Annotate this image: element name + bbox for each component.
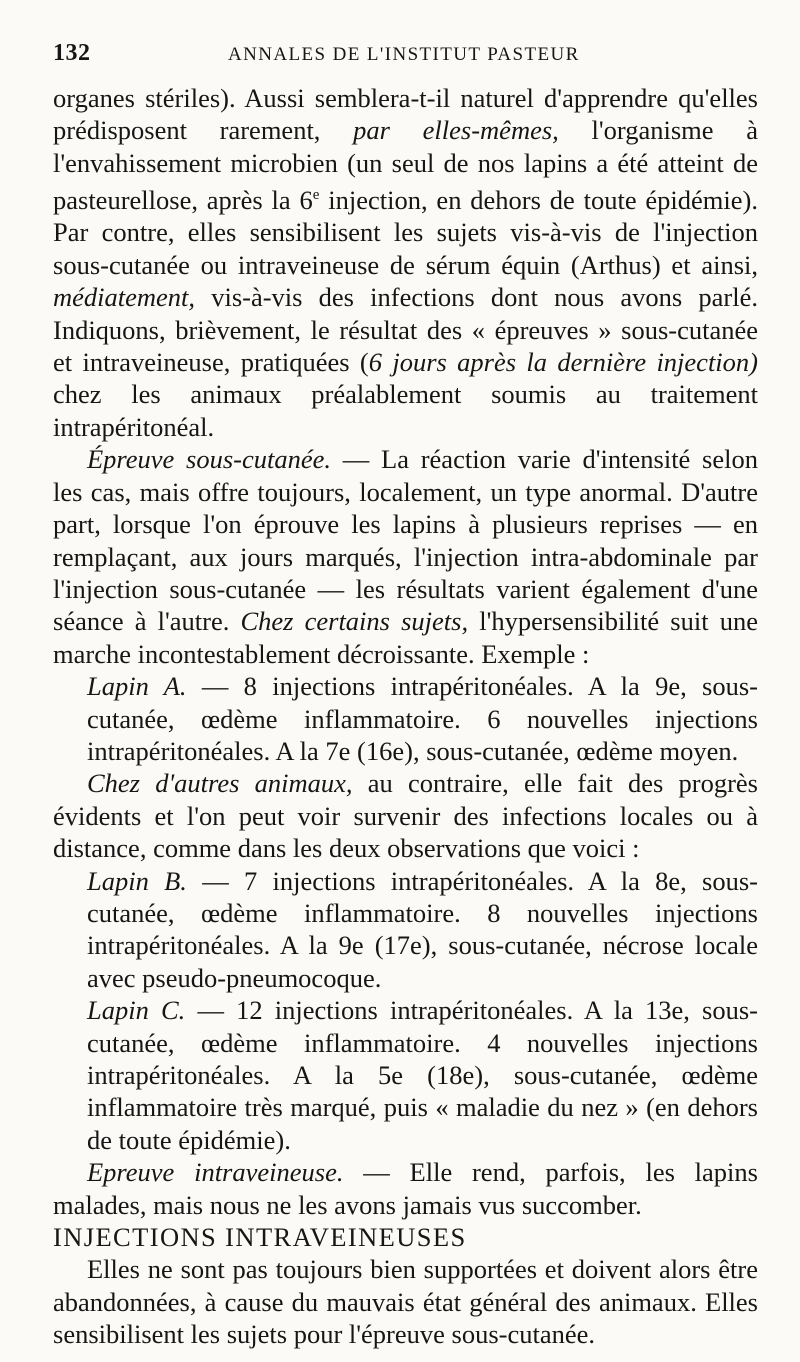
paragraph-intravenous-test	[53, 1156, 758, 1221]
text-run: au contraire, elle fait des progrès évidents et l'on peut voir survenir des infections locales ou à distance, comme dans les deux observations que voici :	[53, 768, 758, 864]
text-run: injection, en dehors de toute épidémie). Par contre, elles sensibilisent les sujets vis-à-vis de l'injection sous-cutanée ou intraveineuse de sérum équin (Arthus) et ainsi,	[53, 185, 758, 280]
italic-emphasis: médiatement,	[53, 282, 196, 313]
text-run: l'hypersensibilité suit une marche incontestablement décroissante. Exemple :	[53, 606, 758, 669]
page-number: 132	[53, 40, 91, 66]
paragraph-subcutaneous-test	[53, 443, 758, 670]
observation-label: Lapin A.	[87, 671, 187, 702]
text-run: organes stériles). Aussi semblera-t-il naturel d'apprendre qu'elles prédisposent rarement,	[53, 83, 758, 146]
article-body	[53, 82, 758, 1351]
section-heading: INJECTIONS INTRAVEINEUSES	[53, 1222, 467, 1253]
observation-lapin-a	[53, 670, 758, 767]
italic-emphasis: 6 jours après la dernière injection)	[368, 347, 758, 378]
run-in-heading: Epreuve intraveineuse.	[87, 1157, 344, 1188]
running-head	[53, 36, 758, 76]
text-run: vis-à-vis des infections dont nous avons parlé. Indiquons, brièvement, le résultat des « épreuves » sous-cutanée et intraveineuse, pratiquées (	[53, 282, 758, 378]
paragraph-intravenous-injections: Elles ne sont pas toujours bien supportées et doivent alors être abandonnées, à cause du mauvais état général des animaux. Elles sensibilisent les sujets pour l'épreuve sous-cutanée.	[53, 1254, 758, 1350]
observation-text: — 8 injections intrapéritonéales. A la 9e, sous-cutanée, œdème inflammatoire. 6 nouvelles injections intrapéritonéales. A la 7e (16e), sous-cutanée, œdème moyen.	[87, 671, 759, 766]
observation-label: Lapin C.	[87, 995, 186, 1026]
text-run: — La réaction varie d'intensité selon les cas, mais offre toujours, localement, un type anormal. D'autre part, lorsque l'on éprouve les lapins à plusieurs reprises — en remplaçant, aux jours marqués, l'injection intra-abdominale par l'injection sous-cutanée — les résultats varient également d'une séance à l'autre.	[53, 444, 758, 637]
text-run: — Elle rend, parfois, les lapins malades, mais nous ne les avons jamais vus succomber.	[53, 1157, 758, 1220]
text-run: chez les animaux préalablement soumis au traitement intrapéritonéal.	[53, 379, 758, 442]
text-run: l'organisme à l'envahissement microbien (un seul de nos lapins a été atteint de pasteurellose, après la 6	[53, 115, 758, 216]
paragraph-other-animals	[53, 767, 758, 864]
italic-emphasis: par elles-mêmes,	[353, 115, 559, 146]
observation-label: Lapin B.	[87, 865, 187, 896]
observation-text: — 7 injections intrapéritonéales. A la 8e, sous-cutanée, œdème inflammatoire. 8 nouvelles injections intrapéritonéales. A la 9e (17e), sous-cutanée, nécrose locale avec pseudo-pneumocoque.	[87, 865, 758, 993]
observation-lapin-c	[53, 994, 758, 1156]
superscript: e	[312, 187, 320, 204]
observation-lapin-b	[53, 865, 758, 995]
journal-title: ANNALES DE L'INSTITUT PASTEUR	[228, 44, 580, 65]
run-in-heading: Épreuve sous-cutanée.	[87, 444, 332, 475]
paragraph-continuation	[53, 82, 758, 443]
italic-emphasis: Chez d'autres animaux,	[87, 768, 353, 799]
observation-text: — 12 injections intrapéritonéales. A la 13e, sous-cutanée, œdème inflammatoire. 4 nouvelles injections intrapéritonéales. A la 5e (18e), sous-cutanée, œdème inflammatoire très marqué, puis « maladie du nez » (en dehors de toute épidémie).	[87, 995, 758, 1155]
italic-emphasis: Chez certains sujets,	[240, 606, 469, 637]
